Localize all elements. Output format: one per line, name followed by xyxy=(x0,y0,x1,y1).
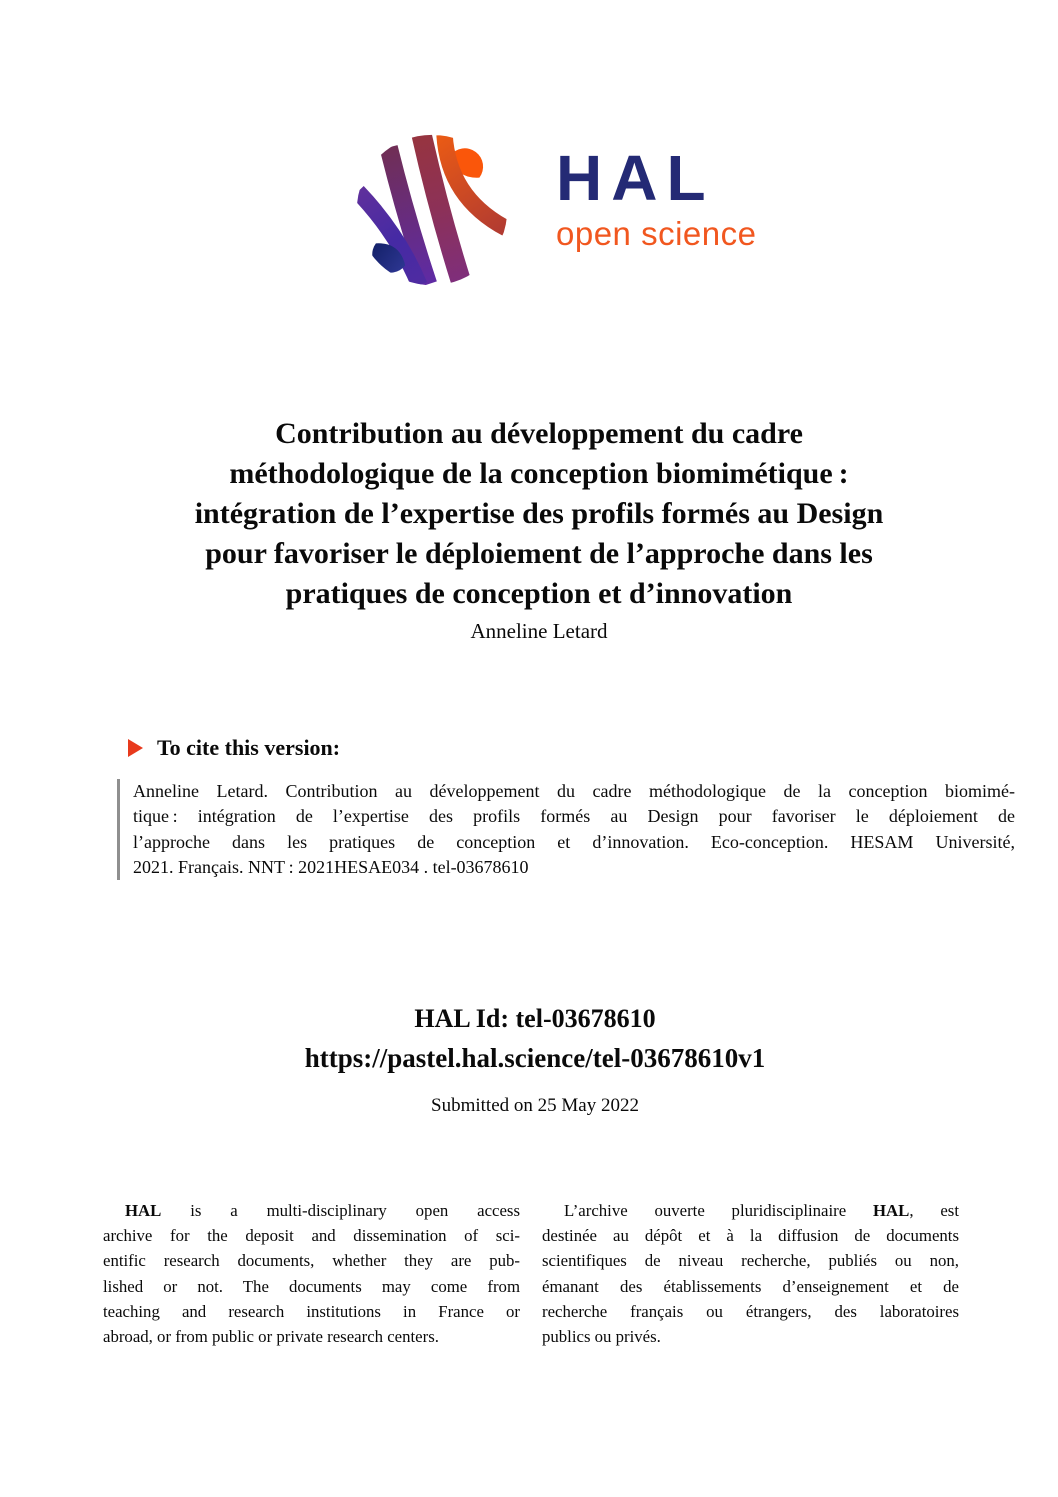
hal-logo xyxy=(352,130,756,290)
title-line: intégration de l’expertise des profils formés au Design xyxy=(194,497,884,530)
description-line: publics ou privés. xyxy=(542,1326,661,1346)
description-line: recherche français ou étrangers, des laboratoires xyxy=(542,1301,959,1321)
title-line: pratiques de conception et d’innovation xyxy=(285,577,793,610)
hal-url-link[interactable]: https://pastel.hal.science/tel-03678610v1 xyxy=(304,1043,766,1073)
title-line: Contribution au développement du cadre xyxy=(275,417,803,450)
thesis-title xyxy=(0,414,1058,614)
description-text: L’archive ouverte pluridisciplinaire xyxy=(564,1201,873,1220)
cite-triangle-icon xyxy=(128,739,143,757)
hal-wordmark: HAL xyxy=(556,142,715,214)
citation-line: l’approche dans les pratiques de conception et d’innovation. Eco-conception. HESAM Université, xyxy=(133,831,1015,852)
description-line: scientifiques de niveau recherche, publiés ou non, xyxy=(542,1251,959,1271)
title-line: pour favoriser le déploiement de l’approche dans les xyxy=(205,537,873,570)
about-columns xyxy=(103,1198,959,1349)
hal-id-block xyxy=(0,1001,1058,1118)
description-line: teaching and research institutions in France or xyxy=(103,1301,520,1321)
author-name: Anneline Letard xyxy=(470,619,608,643)
description-text: , est xyxy=(909,1201,959,1220)
description-text: is a multi-disciplinary open access xyxy=(161,1201,520,1220)
hal-description-en xyxy=(103,1198,520,1349)
description-line xyxy=(542,1198,959,1223)
citation-line: Anneline Letard. Contribution au développement du cadre méthodologique de la conception biomimé- xyxy=(133,781,1015,801)
hal-logo-icon xyxy=(352,130,512,290)
citation-line: 2021. Français. NNT : 2021HESAE034 . tel-03678610 xyxy=(133,856,529,877)
description-line: archive for the deposit and dissemination of sci- xyxy=(103,1226,520,1246)
hal-bold: HAL xyxy=(125,1201,162,1220)
description-line xyxy=(103,1198,520,1223)
description-line: destinée au dépôt et à la diffusion de documents xyxy=(542,1226,959,1246)
description-line: lished or not. The documents may come from xyxy=(103,1276,520,1296)
description-line: entific research documents, whether they are pub- xyxy=(103,1251,520,1271)
description-line: abroad, or from public or private research centers. xyxy=(103,1326,439,1346)
cite-heading-label: To cite this version: xyxy=(157,735,341,760)
hal-id-line: HAL Id: tel-03678610 xyxy=(414,1004,656,1033)
hal-wordmark-block xyxy=(556,142,757,252)
title-line: méthodologique de la conception biomimétique : xyxy=(229,457,849,490)
citation-block xyxy=(117,779,1015,880)
hal-description-fr xyxy=(542,1198,959,1349)
cite-heading xyxy=(128,733,340,763)
hal-tagline: open science xyxy=(556,215,757,252)
submitted-date: Submitted on 25 May 2022 xyxy=(431,1095,639,1116)
citation-line: tique : intégration de l’expertise des profils formés au Design pour favoriser le déploiement de xyxy=(133,806,1015,827)
hal-bold: HAL xyxy=(872,1201,910,1220)
description-line: émanant des établissements d’enseignement et de xyxy=(542,1276,959,1296)
